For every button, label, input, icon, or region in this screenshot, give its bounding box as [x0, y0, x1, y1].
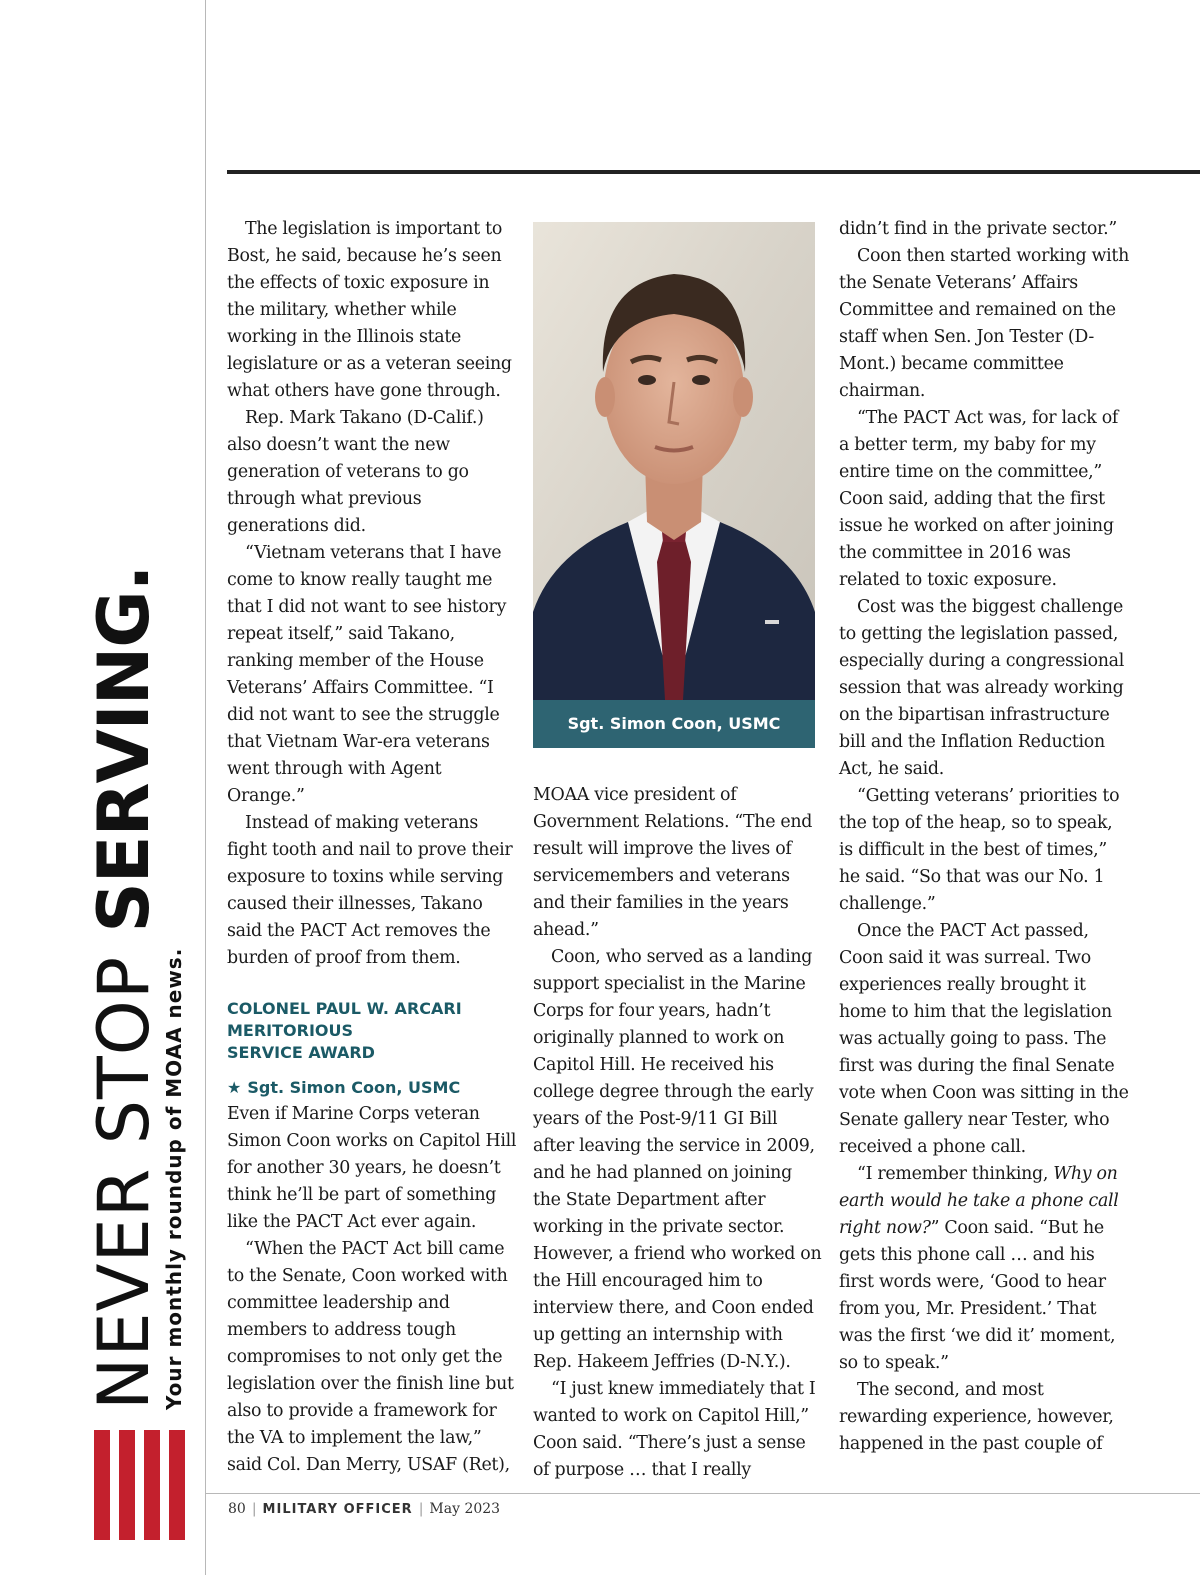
paragraph: Even if Marine Corps veteran Simon Coon works on Capitol Hill for another 30 years, he doesn’t think he’ll be part of something like the PACT Act ever again. — [227, 1104, 517, 1232]
paragraph: Rep. Mark Takano (D-Calif.) also doesn’t want the new generation of veterans to go through what previous generations did. — [227, 408, 484, 536]
article-column-3 — [839, 216, 1129, 1458]
article-column-1 — [227, 216, 517, 1479]
portrait-illustration — [533, 222, 815, 700]
paragraph: “I just knew immediately that I wanted to work on Capitol Hill,” Coon said. “There’s just a sense of purpose … that I really — [533, 1379, 816, 1480]
quote-text: “I remember thinking, — [857, 1164, 1054, 1184]
paragraph: Coon, who served as a landing support specialist in the Marine Corps for four years, hadn’t originally planned to work on Capitol Hill. He received his college degree through the early years of the Post-9/11 GI Bill after leaving the service in 2009, and he had planned on joining the State Department after working in the private sector. However, a friend who worked on the Hill encouraged him to interview there, and Coon ended up getting an internship with Rep. Hakeem Jeffries (D-N.Y.). — [533, 947, 822, 1372]
paragraph: “When the PACT Act bill came to the Senate, Coon worked with committee leadership and members to address tough compromises to not only get the legislation over the finish line but also to provide a framework for the VA to implement the law,” said Col. Dan Merry, USAF (Ret), — [227, 1239, 514, 1475]
page-footer — [228, 1498, 500, 1521]
quote-text: ” Coon said. “But he gets this phone call … and his first words were, ‘Good to hear from you, Mr. President.’ That was the first ‘we did it’ moment, so to speak.” — [839, 1218, 1116, 1373]
top-rule — [227, 170, 1200, 174]
paragraph: didn’t find in the private sector.” — [839, 219, 1117, 239]
flag-stripes-icon — [94, 1430, 186, 1540]
issue-date: May 2023 — [429, 1501, 501, 1517]
section-title-thin: NEVER STOP — [83, 932, 165, 1410]
paragraph: The legislation is important to Bost, he said, because he’s seen the effects of toxic exposure in the military, whether while working in the Illinois state legislature or as a veteran seeing what others have gone through. — [227, 219, 512, 401]
paragraph: Coon then started working with the Senate Veterans’ Affairs Committee and remained on the staff when Sen. Jon Tester (D-Mont.) became committee chairman. — [839, 246, 1129, 401]
article-column-2 — [533, 782, 823, 1484]
award-heading-line: COLONEL PAUL W. ARCARI — [227, 999, 462, 1018]
page-number: 80 — [228, 1501, 246, 1517]
award-heading-line: SERVICE AWARD — [227, 1043, 375, 1062]
footer-separator: | — [251, 1501, 257, 1517]
paragraph: Instead of making veterans fight tooth and nail to prove their exposure to toxins while serving caused their illnesses, Takano said the PACT Act removes the burden of proof from them. — [227, 813, 513, 968]
paragraph: The second, and most rewarding experience, however, happened in the past couple of — [839, 1380, 1114, 1454]
section-title — [83, 565, 165, 1410]
footer-separator: | — [418, 1501, 424, 1517]
portrait-photo — [533, 222, 815, 700]
paragraph — [839, 1161, 1129, 1377]
award-recipient — [227, 1074, 517, 1101]
section-sidebar — [83, 565, 196, 1540]
section-subtitle: Your monthly roundup of MOAA news. — [162, 947, 186, 1410]
star-icon: ★ — [227, 1078, 242, 1097]
publication-name: MILITARY OFFICER — [262, 1502, 413, 1517]
quote-italic: Why on earth would he take a phone call right now? — [839, 1164, 1119, 1238]
paragraph: MOAA vice president of Government Relations. “The end result will improve the lives of servicemembers and veterans and their families in the years ahead.” — [533, 785, 813, 940]
paragraph: “Vietnam veterans that I have come to know really taught me that I did not want to see history repeat itself,” said Takano, ranking member of the House Veterans’ Affairs Committee. “I did not want to see the struggle that Vietnam War-era veterans went through with Agent Orange.” — [227, 543, 507, 806]
photo-caption: Sgt. Simon Coon, USMC — [533, 700, 815, 748]
section-title-bold: SERVING. — [83, 565, 165, 933]
paragraph: “Getting veterans’ priorities to the top of the heap, so to speak, is difficult in the best of times,” he said. “So that was our No. 1 challenge.” — [839, 786, 1120, 914]
paragraph: Once the PACT Act passed, Coon said it was surreal. Two experiences really brought it home to him that the legislation was actually going to pass. The first was during the final Senate vote when Coon was sitting in the Senate gallery near Tester, who received a phone call. — [839, 921, 1129, 1157]
paragraph: “The PACT Act was, for lack of a better term, my baby for my entire time on the committee,” Coon said, adding that the first issue he worked on after joining the committee in 2016 was related to toxic exposure. — [839, 408, 1119, 590]
award-heading-line: MERITORIOUS — [227, 1021, 354, 1040]
paragraph: Cost was the biggest challenge to getting the legislation passed, especially during a congressional session that was already working on the bipartisan infrastructure bill and the Inflation Reduction Act, he said. — [839, 597, 1125, 779]
award-heading — [227, 998, 517, 1064]
footer-rule — [205, 1493, 1200, 1494]
left-margin-rule — [205, 0, 206, 1575]
award-recipient-name: Sgt. Simon Coon, USMC — [247, 1078, 461, 1097]
